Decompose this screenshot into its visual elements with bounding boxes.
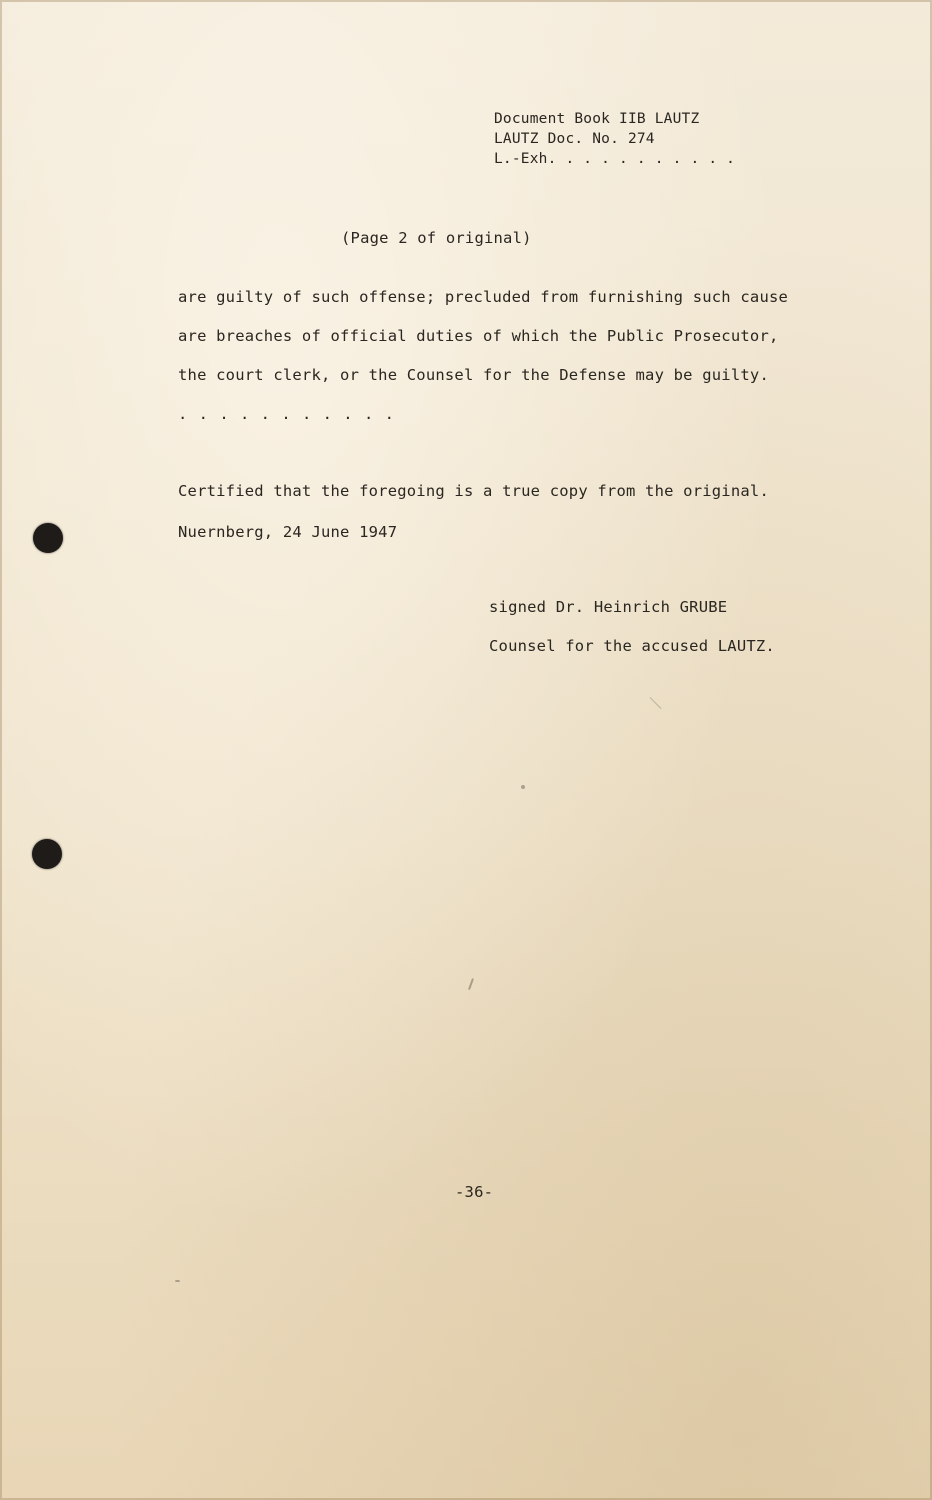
punch-hole-top [33,523,63,553]
punch-hole-bottom [32,839,62,869]
ellipsis-dots: . . . . . . . . . . . [178,405,395,423]
header-doc-number: LAUTZ Doc. No. 274 [494,131,655,147]
place-date: Nuernberg, 24 June 1947 [178,523,398,541]
signature-role: Counsel for the accused LAUTZ. [489,637,775,655]
paper-speck [650,697,662,709]
body-line-3: the court clerk, or the Counsel for the Defense may be guilty. [178,366,769,384]
paper-speck [521,785,525,789]
header-doc-book: Document Book IIB LAUTZ [494,111,700,127]
paper-speck [468,978,474,990]
page-note: (Page 2 of original) [341,229,532,247]
header-exhibit: L.-Exh. . . . . . . . . . . [494,151,736,167]
paper-speck [175,1280,180,1282]
signature-line: signed Dr. Heinrich GRUBE [489,598,728,616]
body-line-2: are breaches of official duties of which the Public Prosecutor, [178,327,779,345]
page-number: -36- [455,1183,494,1201]
certification-statement: Certified that the foregoing is a true copy from the original. [178,482,769,500]
body-line-1: are guilty of such offense; precluded from furnishing such cause [178,288,789,306]
